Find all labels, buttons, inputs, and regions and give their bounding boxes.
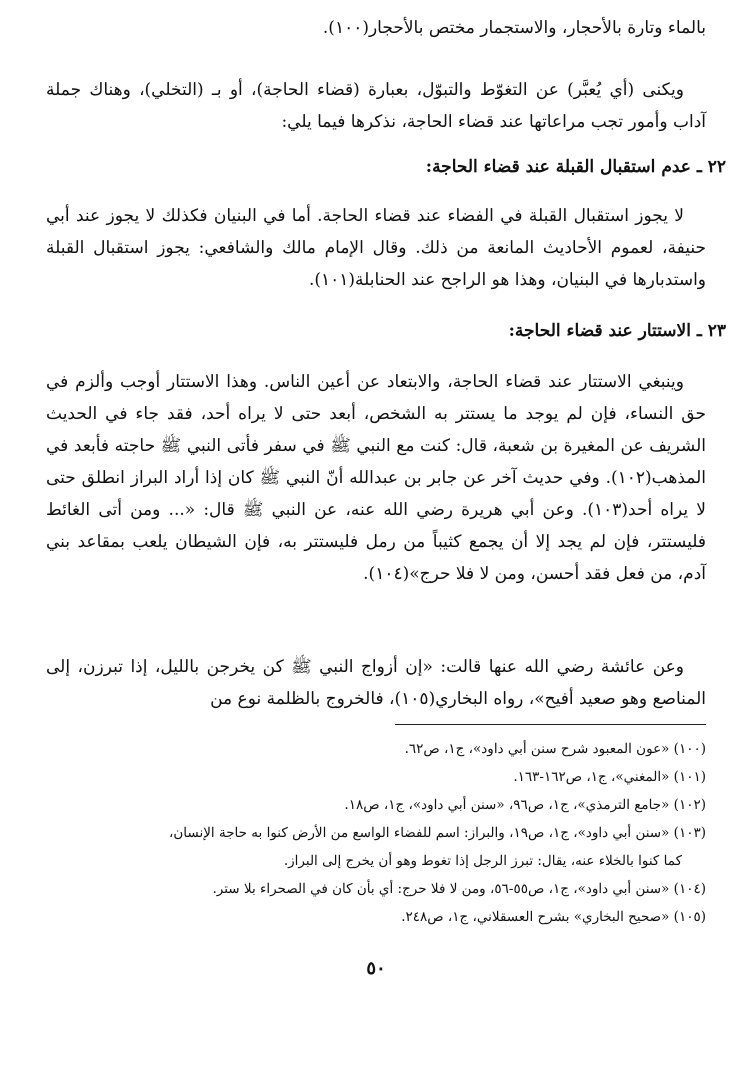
section-heading-23: ٢٣ ـ الاستتار عند قضاء الحاجة: <box>508 321 726 341</box>
footnote-divider <box>395 724 706 725</box>
footnote-105: (١٠٥) «صحيح البخاري» بشرح العسقلاني، ج١، ص٢٤٨. <box>401 909 706 925</box>
footnote-103-line-2: كما كنوا بالخلاء عنه، يقال: تبرز الرجل إذا تغوط وهو أن يخرج إلى البراز. <box>283 853 682 869</box>
footnote-101: (١٠١) «المغني»، ج١، ص١٦٢-١٦٣. <box>513 769 706 785</box>
footnote-100: (١٠٠) «عون المعبود شرح سنن أبي داود»، ج١، ص٦٢. <box>404 741 706 757</box>
section-heading-22: ٢٢ ـ عدم استقبال القبلة عند قضاء الحاجة: <box>425 157 726 177</box>
paragraph-qibla: لا يجوز استقبال القبلة في الفضاء عند قضاء الحاجة. أما في البنيان فكذلك لا يجوز عند أبي حنيفة، لعموم الأحاديث المانعة من ذلك. وقال الإمام مالك والشافعي: يجوز استقبال القبلة واستدبارها في البنيان، وهذا هو الراجح عند الحنابلة(١٠١). <box>46 206 706 290</box>
page-number: ٥٠ <box>366 958 386 979</box>
footnote-102: (١٠٢) «جامع الترمذي»، ج١، ص٩٦، «سنن أبي داود»، ج١، ص١٨. <box>344 797 706 813</box>
footnote-104: (١٠٤) «سنن أبي داود»، ج١، ص٥٥-٥٦، ومن لا فلا حرج: أي بأن كان في الصحراء بلا ستر. <box>212 881 706 897</box>
footnote-103-line-1: (١٠٣) «سنن أبي داود»، ج١، ص١٩، والبراز: اسم للفضاء الواسع من الأرض كنوا به حاجة الإنسان، <box>169 825 706 841</box>
paragraph-concealment: وينبغي الاستتار عند قضاء الحاجة، والابتعاد عن أعين الناس. وهذا الاستتار أوجب وألزم في حق النساء، فإن لم يوجد ما يستتر به الشخص، أبعد حتى لا يراه أحد، فقد جاء في الحديث الشريف عن المغيرة بن شعبة، قال: كنت مع النبي ﷺ في سفر فأتى النبي ﷺ حاجته فأبعد في المذهب(١٠٢). وفي حديث آخر عن جابر بن عبدالله أنّ النبي ﷺ كان إذا أراد البراز انطلق حتى لا يراه أحد(١٠٣). وعن أبي هريرة رضي الله عنه، عن النبي ﷺ قال: «... ومن أتى الغائط فليستتر، فإن لم يجد إلا أن يجمع كثيباً من رمل فليستتر به، فإن الشيطان يلعب بمقاعد بني آدم، من فعل فقد أحسن، ومن لا فلا حرج»(١٠٤). <box>46 372 706 584</box>
paragraph-aisha: وعن عائشة رضي الله عنها قالت: «إن أزواج النبي ﷺ كن يخرجن بالليل، إذا تبرزن، إلى المناصع وهو صعيد أفيح»، رواه البخاري(١٠٥)، فالخروج بالظلمة نوع من <box>46 657 706 709</box>
paragraph-continuation: بالماء وتارة بالأحجار، والاستجمار مختص بالأحجار(١٠٠). <box>322 18 706 38</box>
footnote-103 <box>46 819 706 875</box>
paragraph-intro: ويكنى (أي يُعبَّر) عن التغوّط والتبوّل، بعبارة (قضاء الحاجة)، أو بـ (التخلي)، وهناك جملة آداب وأمور تجب مراعاتها عند قضاء الحاجة، نذكرها فيما يلي: <box>46 80 706 132</box>
footnotes-list <box>46 735 706 931</box>
